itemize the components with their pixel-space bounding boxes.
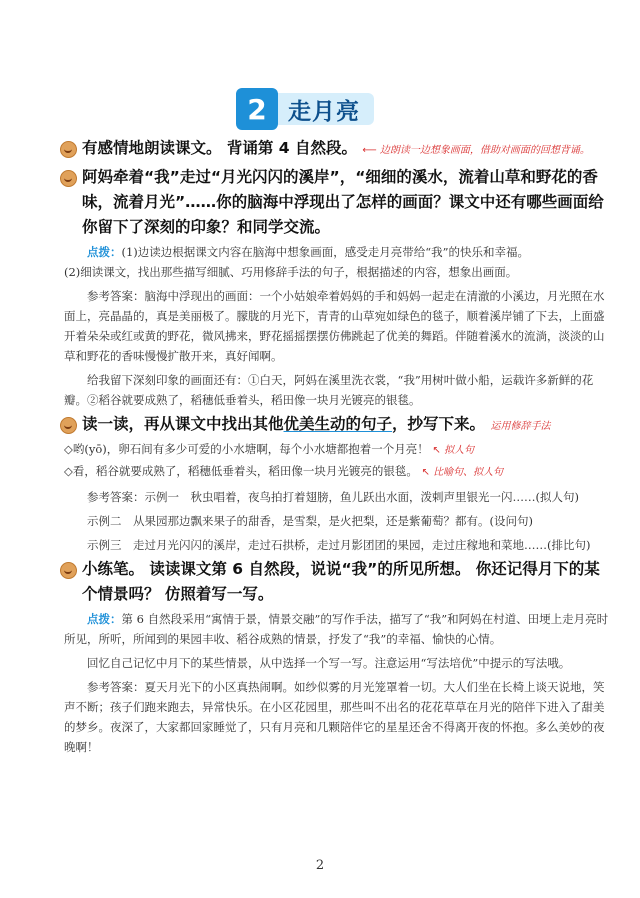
question-4-text: 小练笔。 读读课文第 6 自然段，说说“我”的所见所想。 你还记得月下的某个情景吗？ 仿照着写一写。 xyxy=(82,560,600,603)
example-1: 示例一 秋虫唱着，夜鸟拍打着翅膀，鱼儿跃出水面，泼剌声里银光一闪……(拟人句) xyxy=(144,490,579,504)
page-number: 2 xyxy=(315,858,325,873)
question-marker-icon xyxy=(60,170,77,187)
question-marker-icon xyxy=(60,417,77,434)
answer-text: 夏天月光下的小区真热闹啊。如纱似雾的月光笼罩着一切。大人们坐在长椅上谈天说地，笑声不断；孩子们跑来跑去，异常快乐。在小区花园里，那些叫不出名的花花草草在月光的陪伴下进入了甜美的梦乡。夜深了，大家都回家睡觉了，只有月亮和几颗陪伴它的星星还舍不得离开夜的怀抱。多么美妙的夜晚啊！ xyxy=(64,680,605,754)
question-3 xyxy=(64,412,612,439)
example-sentence-1-note: ↖ 拟人句 xyxy=(432,445,474,456)
question-4-tip-b: 回忆自己记忆中月下的某些情景，从中选择一个写一写。注意运用“写法培优”中提示的写法哦。 xyxy=(87,656,571,670)
answer-label: 参考答案： xyxy=(87,680,145,694)
lesson-title: 走月亮 xyxy=(274,93,374,125)
question-3-text-a: 读一读，再从课文中找出其他 xyxy=(82,415,284,433)
question-3-note: 运用修辞手法 xyxy=(490,421,551,432)
question-3-text-b: 优美生动的句子 xyxy=(283,415,393,433)
example-sentence-1-text: ◇哟(yō)，卵石间有多少可爱的小水塘啊，每个小水塘都抱着一个月亮！ xyxy=(64,442,429,456)
lesson-header xyxy=(236,88,404,130)
question-2-answer-1 xyxy=(64,286,612,366)
question-1-note: ⟵ 边朗读一边想象画面，借助对画面的回想背诵。 xyxy=(362,145,590,156)
question-4 xyxy=(64,557,612,607)
question-4-tip xyxy=(64,610,612,649)
question-2-tip xyxy=(64,243,612,263)
question-marker-icon xyxy=(60,141,77,158)
question-2 xyxy=(64,165,612,240)
content xyxy=(64,136,612,757)
question-1 xyxy=(64,136,612,163)
example-3: 示例三 走过月光闪闪的溪岸，走过石拱桥，走过月影团团的果园，走过庄稼地和菜地……(排比句) xyxy=(87,538,591,552)
example-sentence-1 xyxy=(64,439,612,461)
example-sentence-2-note: ↖ 比喻句、拟人句 xyxy=(421,467,504,478)
answer-label: 参考答案： xyxy=(87,490,145,504)
question-2-answer-2: 给我留下深刻印象的画面还有：①白天，阿妈在溪里洗衣裳，“我”用树叶做小船，运载许多新鲜的花瓣。②稻谷就要成熟了，稻穗低垂着头，稻田像一块月光镀亮的银毯。 xyxy=(64,373,594,407)
question-1-text: 有感情地朗读课文。 背诵第 4 自然段。 xyxy=(82,139,357,157)
example-sentence-2-text: ◇看，稻谷就要成熟了，稻穗低垂着头，稻田像一块月光镀亮的银毯。 xyxy=(64,464,418,478)
example-sentence-2 xyxy=(64,461,612,483)
tip-text-2: (2)细读课文，找出那些描写细腻、巧用修辞手法的句子，根据描述的内容，想象出画面。 xyxy=(64,264,518,279)
answer-text: 脑海中浮现出的画面：一个小姑娘牵着妈妈的手和妈妈一起走在清澈的小溪边，月光照在水面上，亮晶晶的，真是美丽极了。朦胧的月光下，青青的山草宛如绿色的毯子，顺着溪岸铺了下去，上面盛开着朵朵或红或黄的野花，微风拂来，野花摇摇摆摆仿佛跳起了优美的舞蹈。伴随着溪水的流淌，淡淡的山草和野花的香味慢慢扩散开来，真好闻啊。 xyxy=(64,289,605,363)
lesson-number: 2 xyxy=(236,88,278,130)
tip-text: 第 6 自然段采用“寓情于景，情景交融”的写作手法，描写了“我”和阿妈在村道、田埂上走月亮时所见，所听，所闻到的果园丰收、稻谷成熟的情景，抒发了“我”的幸福、愉快的心情。 xyxy=(64,612,609,646)
question-3-text-c: ，抄写下来。 xyxy=(392,415,486,433)
question-2-text: 阿妈牵着“我”走过“月光闪闪的溪岸”，“细细的溪水，流着山草和野花的香味，流着月光”……你的脑海中浮现出了怎样的画面？课文中还有哪些画面给你留下了深刻的印象？和同学交流。 xyxy=(82,168,604,236)
tip-label: 点拨： xyxy=(87,245,122,259)
tip-text-1: (1)边读边根据课文内容在脑海中想象画面，感受走月亮带给“我”的快乐和幸福。 xyxy=(121,245,530,259)
example-2: 示例二 从果园那边飘来果子的甜香，是雪梨，是火把梨，还是紫葡萄？都有。(设问句) xyxy=(87,514,533,528)
question-marker-icon xyxy=(60,562,77,579)
answer-label: 参考答案： xyxy=(87,289,145,303)
question-4-answer xyxy=(64,677,612,757)
question-3-answer xyxy=(64,487,612,507)
tip-label: 点拨： xyxy=(87,612,122,626)
